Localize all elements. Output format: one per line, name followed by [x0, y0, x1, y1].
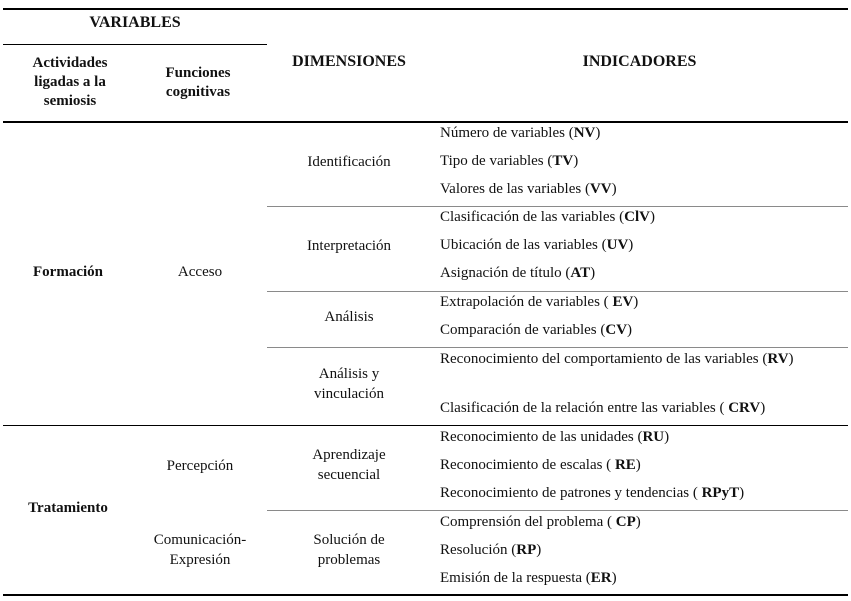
indicator-nv: Número de variables (NV)	[440, 125, 601, 141]
dimension-interpretacion: Interpretación	[306, 238, 392, 254]
actividad-formacion: Formación	[33, 264, 103, 280]
indicator-er: Emisión de la respuesta (ER)	[440, 570, 617, 586]
funcion-percepcion: Percepción	[166, 458, 234, 474]
dimension-identificacion: Identificación	[307, 154, 391, 170]
indicator-re: Reconocimiento de escalas ( RE)	[440, 457, 641, 473]
header-actividades: Actividades ligadas a la semiosis	[32, 55, 108, 109]
divider-interpretacion	[267, 291, 848, 292]
indicator-ev: Extrapolación de variables ( EV)	[440, 294, 639, 310]
header-dimensiones: DIMENSIONES	[292, 53, 406, 70]
table-bottom-rule	[3, 594, 848, 596]
indicator-ru: Reconocimiento de las unidades (RU)	[440, 429, 670, 445]
variables-underline	[3, 44, 267, 45]
dimension-analisis-vinculacion: Análisis y vinculación	[314, 366, 384, 402]
indicator-rv: Reconocimiento del comportamiento de las variables (RV)	[440, 351, 794, 367]
header-bottom-rule	[3, 121, 848, 123]
indicator-tv: Tipo de variables (TV)	[440, 153, 579, 169]
indicator-at: Asignación de título (AT)	[440, 265, 596, 281]
header-variables: VARIABLES	[89, 14, 181, 31]
indicator-rpyt: Reconocimiento de patrones y tendencias ( RPyT)	[440, 485, 745, 501]
divider-analisis	[267, 347, 848, 348]
header-funciones: Funciones cognitivas	[165, 65, 231, 100]
indicator-crv: Clasificación de la relación entre las variables ( CRV)	[440, 400, 766, 416]
indicator-rp: Resolución (RP)	[440, 542, 542, 558]
header-indicadores: INDICADORES	[582, 53, 697, 70]
divider-aprendizaje	[267, 510, 848, 511]
dimension-analisis: Análisis	[324, 309, 374, 325]
funcion-comunicacion-expresion: Comunicación-Expresión	[153, 532, 247, 568]
divider-identificacion	[267, 206, 848, 207]
indicator-clv: Clasificación de las variables (ClV)	[440, 209, 655, 225]
table-top-rule	[3, 8, 848, 10]
indicator-cv: Comparación de variables (CV)	[440, 322, 633, 338]
indicator-uv: Ubicación de las variables (UV)	[440, 237, 634, 253]
dimension-solucion-problemas: Solución de problemas	[313, 532, 385, 568]
actividad-tratamiento: Tratamiento	[28, 500, 108, 516]
indicator-vv: Valores de las variables (VV)	[440, 181, 617, 197]
section-divider	[3, 425, 848, 426]
indicator-cp: Comprensión del problema ( CP)	[440, 514, 641, 530]
funcion-acceso: Acceso	[177, 264, 223, 280]
dimension-aprendizaje-secuencial: Aprendizaje secuencial	[312, 447, 386, 483]
